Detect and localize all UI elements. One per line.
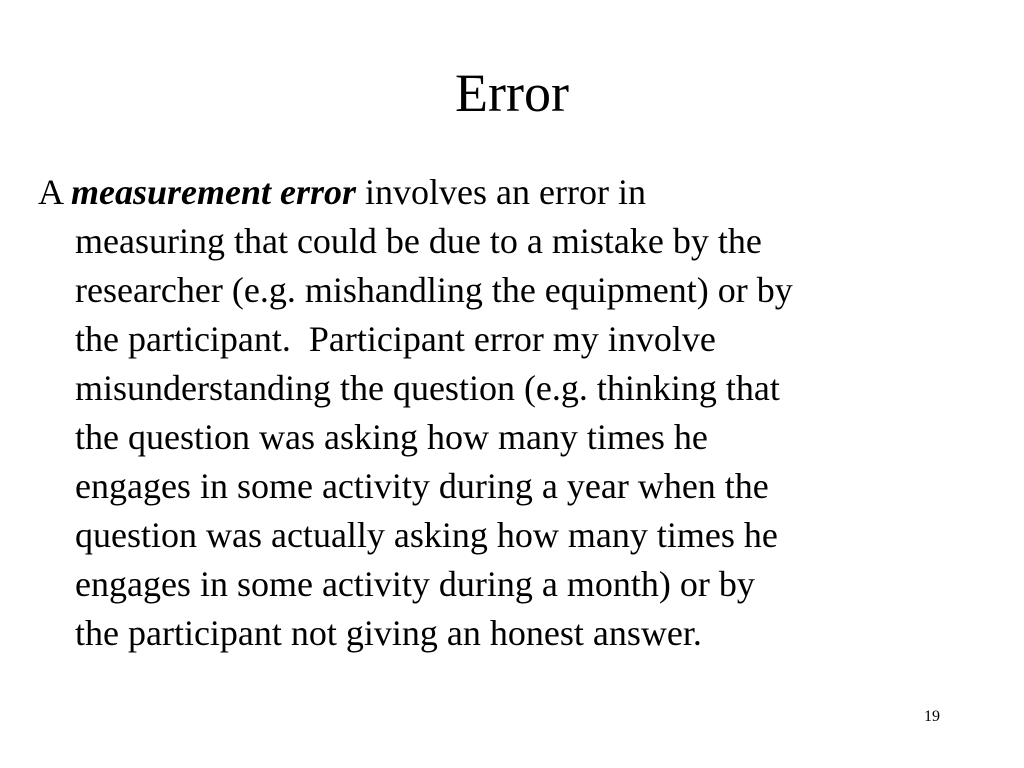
body-paragraph: [38, 168, 998, 658]
body-line-2: measuring that could be due to a mistake by the: [75, 221, 762, 261]
body-line-4: the participant. Participant error my involve: [75, 319, 716, 359]
body-line-6: the question was asking how many times he: [75, 417, 708, 457]
body-line-3: researcher (e.g. mishandling the equipment) or by: [75, 270, 793, 310]
body-line-1-rest: involves an error in: [365, 172, 646, 212]
body-line-8: question was actually asking how many times he: [75, 515, 778, 555]
slide-number: 19: [924, 708, 940, 725]
body-line-10: the participant not giving an honest answer.: [75, 613, 702, 653]
slide-body: [38, 168, 998, 658]
body-prefix: A: [38, 172, 63, 212]
key-term: measurement error: [71, 172, 357, 212]
slide-title: Error: [455, 63, 569, 123]
body-line-9: engages in some activity during a month) or by: [75, 564, 755, 604]
body-line-7: engages in some activity during a year when the: [75, 466, 769, 506]
body-line-5: misunderstanding the question (e.g. thinking that: [75, 368, 780, 408]
